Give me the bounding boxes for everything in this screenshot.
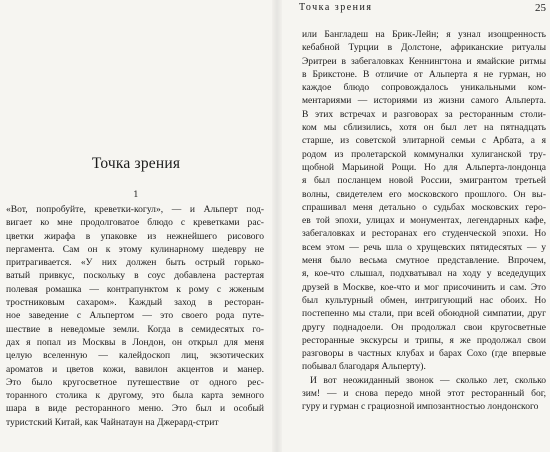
text-line: Эритреи в забегаловках Кеннингтона и ямайские ритмы: [302, 55, 546, 67]
text-line: волны, свидетелем его московского прошлого. Он вы-: [302, 188, 546, 200]
text-line: друзей в Москве, кое-что и мог присочинить и сам. Это: [302, 281, 546, 293]
book-gutter: [272, 0, 282, 452]
text-line: ресторанные экскурсы и трипы, я же продолжал свои: [302, 334, 546, 346]
text-line: «Вот, попробуйте, креветки-когул», — и Альперт под-: [6, 204, 264, 215]
text-line: И вот неожиданный звонок — сколько лет, сколько: [310, 374, 546, 386]
text-line: меня было весьма смутное представление. Впрочем,: [302, 255, 546, 267]
text-line: торанного столика к другому, это была карта земного: [6, 390, 264, 402]
page-number: 25: [535, 2, 546, 14]
text-line: забегаловках и ресторанах его студенческой эпохи. Но: [302, 228, 546, 240]
chapter-title: Точка зрения: [91, 155, 181, 172]
right-page: [282, 0, 550, 452]
text-line: В этих встречах и разговорах за ресторанным столи-: [302, 108, 546, 120]
text-line: ное заведение с Альпертом — это своего рода путе-: [6, 310, 264, 322]
text-line: гуру и гурман с грациозной импозантностью лондонского: [302, 401, 539, 413]
text-line: шара в виде ресторанного меню. Это был и особый: [6, 403, 264, 415]
text-line: вигает ко мне продолговатое блюдо с креветками рас-: [6, 217, 264, 229]
text-line: притрагивается. «У них должен быть острый горько-: [6, 257, 264, 269]
text-line: спрашивал меня детально о судьбах московских геро-: [302, 201, 546, 213]
text-line: ментариями — историями из жизни самого Альперта.: [302, 95, 546, 107]
text-line: цветки жирафа в упаковке из нежнейшего рисового: [6, 230, 264, 242]
text-line: туристский Китай, как Чайнатаун на Джерард-стрит: [6, 416, 219, 428]
text-line: постепенно мы стали, при всей обоюдной симпатии, друг: [302, 308, 546, 320]
text-line: был культурный обмен, интригующий нас обоих. Но: [302, 294, 546, 306]
text-line: всем этом — речь шла о хрущевских пятидесятых — у: [302, 241, 546, 253]
text-line: побывал благодаря Альперту).: [302, 361, 426, 373]
right-body-text: [302, 28, 546, 414]
text-line: другу поднадоели. Он продолжал свои кругосветные: [302, 321, 546, 333]
left-page: [0, 0, 272, 452]
text-line: я был посланцем новой России, эмигрантом третьей: [302, 175, 546, 187]
text-line: ароматов и цветов кожи, вавилон акцентов и манер.: [6, 363, 264, 375]
text-line: тростниковым сахаром». Каждый заход в ресторан-: [6, 297, 264, 309]
running-head: Точка зрения: [299, 2, 373, 13]
text-line: кебабной Турции в Долстоне, африканские ритуалы: [302, 42, 546, 54]
text-line: целую вселенную — калейдоскоп лиц, экзотических: [6, 350, 264, 362]
text-line: ком мы сблизились, хотя он был лет на пятнадцать: [302, 122, 546, 134]
section-number: 1: [133, 190, 139, 200]
text-line: ватый привкус, поскольку в соус добавлена растертая: [6, 270, 264, 282]
text-line: Это было кругосветное путешествие от одного рес-: [6, 376, 264, 388]
left-body-text: [6, 203, 264, 429]
text-line: разговоры в частных клубах и барах Сохо (где впервые: [302, 348, 546, 360]
text-line: дах я попал из Москвы в Лондон, он открыл для меня: [6, 336, 264, 348]
text-line: полевая ромашка — контрапунктом к рому с жженым: [6, 283, 264, 295]
text-line: старше, из советской элитарной семьи с Арбата, а я: [302, 135, 546, 147]
text-line: ев той эпохи, улицах и монументах, легендарных кафе,: [302, 215, 546, 227]
text-line: я, кое-что слышал, подхватывал на ходу у вседедущих: [302, 268, 546, 280]
text-line: или Бангладеш на Брик-Лейн; я узнал изощренность: [302, 29, 546, 40]
text-line: каждое блюдо сопровождалось уникальными ком-: [302, 82, 546, 94]
text-line: шествие в неведомые земли. Когда в семидесятых го-: [6, 323, 264, 335]
text-line: пергамента. Сам он к этому кулинарному шедевру не: [6, 243, 264, 255]
text-line: зим! — и снова передо мной этот ресторанный бог,: [302, 388, 546, 400]
text-line: родом из пролетарской коммуналки хулиганской тру-: [302, 148, 546, 160]
text-line: щобной Марьиной Рощи. Но для Альперта-лондонца: [302, 161, 546, 173]
text-line: в Брикстоне. В отличие от Альперта я не гурман, но: [302, 68, 546, 80]
